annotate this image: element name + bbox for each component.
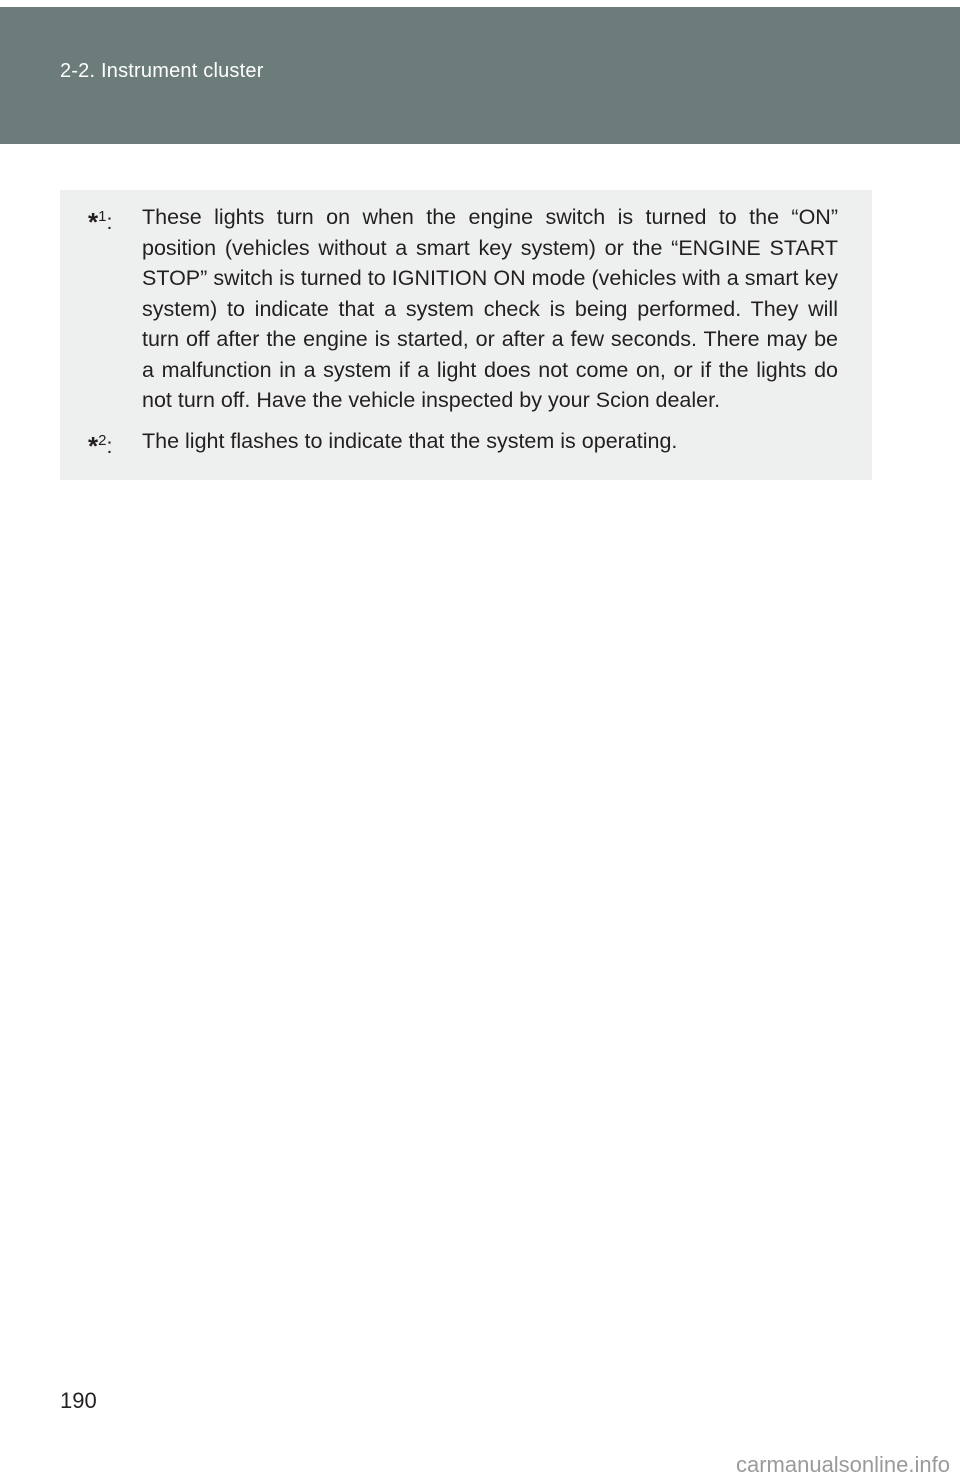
- footnote-marker: [88, 202, 112, 238]
- watermark: carmanualsonline.info: [735, 1452, 950, 1477]
- footnote-marker: [88, 426, 112, 462]
- footnote-text: These lights turn on when the engine switch is turned to the “ON” position (vehicles without a smart key system) or the “ENGINE START STOP” switch is turned to IGNITION ON mode (vehicles with a smart key system) to indicate that a system check is being performed. They will turn off after the engine is started, or after a few seconds. There may be a malfunction in a system if a light does not come on, or if the lights do not turn off. Have the vehicle inspected by your Scion dealer.: [142, 205, 838, 412]
- section-title: 2-2. Instrument cluster: [60, 60, 264, 82]
- asterisk-icon: *: [88, 430, 99, 461]
- footnotes-box: [60, 190, 872, 480]
- footnote-separator: :: [106, 433, 113, 458]
- footnote-1: [88, 202, 838, 416]
- footnote-separator: :: [106, 210, 113, 234]
- asterisk-icon: *: [88, 207, 99, 237]
- footnote-2: [88, 426, 838, 461]
- footnote-text: The light flashes to indicate that the system is operating.: [142, 428, 678, 453]
- footnote-number: 2: [98, 431, 107, 449]
- page-number: 190: [60, 1388, 97, 1413]
- footnote-number: 1: [98, 208, 107, 225]
